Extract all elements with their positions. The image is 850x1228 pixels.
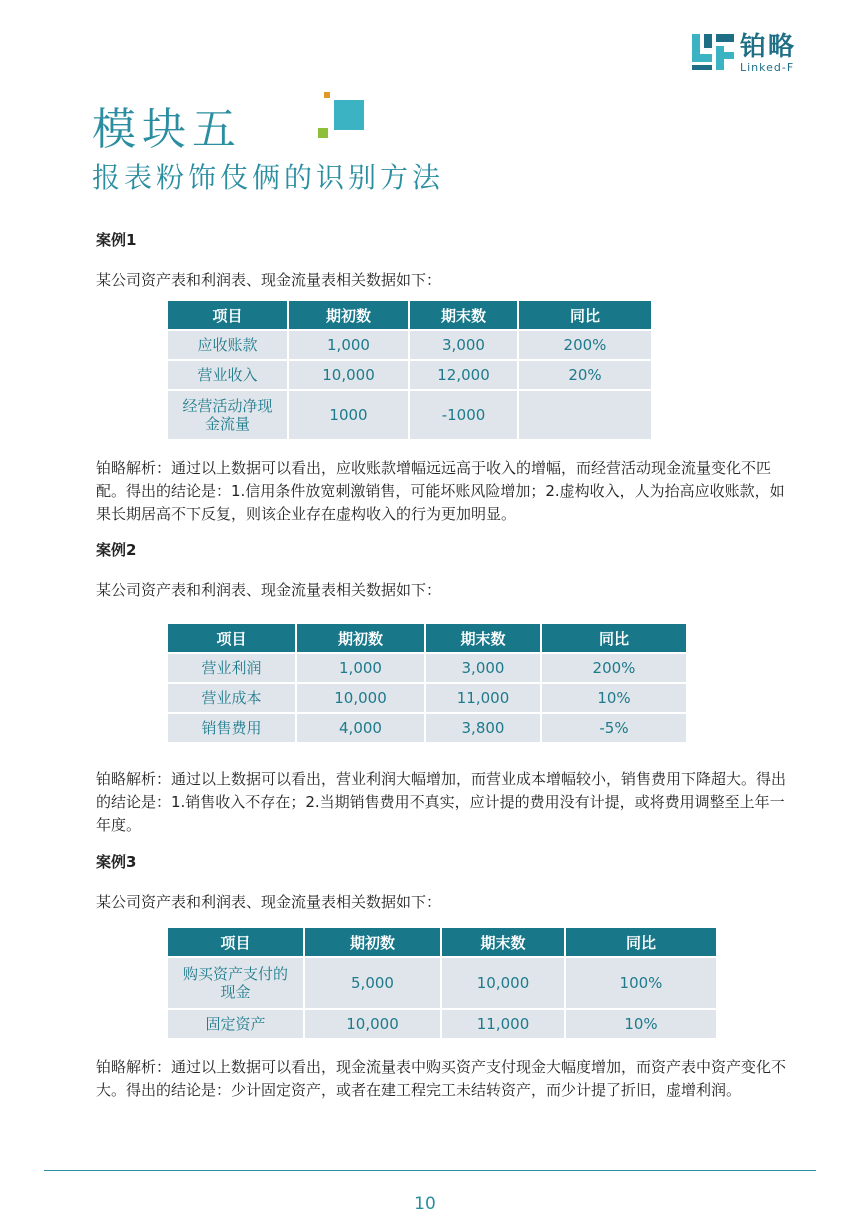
- column-header: 项目: [168, 928, 303, 956]
- table-cell: 应收账款: [168, 331, 287, 359]
- case-heading: 案例3: [96, 853, 137, 871]
- table-cell: 1,000: [289, 331, 408, 359]
- table-cell: 营业利润: [168, 654, 295, 682]
- table-cell: 3,000: [426, 654, 540, 682]
- table-cell: -5%: [542, 714, 686, 742]
- table-cell: 1000: [289, 391, 408, 439]
- analysis-paragraph: 铂略解析：通过以上数据可以看出，应收账款增幅远远高于收入的增幅，而经营活动现金流量变化不匹配。得出的结论是：1.信用条件放宽刺激销售，可能坏账风险增加；2.虚构收入，人为抬高应收账款，如果长期居高不下反复，则该企业存在虚构收入的行为更加明显。: [96, 459, 785, 523]
- case-intro: 某公司资产表和利润表、现金流量表相关数据如下：: [96, 271, 442, 289]
- column-header: 项目: [168, 301, 287, 329]
- logo-text-en: Linked-F: [740, 61, 795, 74]
- table-cell: 销售费用: [168, 714, 295, 742]
- table-cell: 10,000: [442, 958, 564, 1008]
- decorative-square-large: [334, 100, 364, 130]
- column-header: 期末数: [442, 928, 564, 956]
- column-header: 期初数: [289, 301, 408, 329]
- decorative-square-small: [324, 92, 330, 98]
- table-cell: -1000: [410, 391, 517, 439]
- page-number: 10: [414, 1194, 436, 1214]
- data-table: [166, 926, 718, 1040]
- table-cell: 3,800: [426, 714, 540, 742]
- table-cell: 10,000: [297, 684, 424, 712]
- table-cell: 固定资产: [168, 1010, 303, 1038]
- table-cell: 5,000: [305, 958, 440, 1008]
- table-cell: 经营活动净现金流量: [168, 391, 287, 439]
- column-header: 期初数: [297, 624, 424, 652]
- column-header: 项目: [168, 624, 295, 652]
- column-header: 期初数: [305, 928, 440, 956]
- decorative-square-green: [318, 128, 328, 138]
- table-header-row: [168, 301, 651, 329]
- table-row: [168, 958, 716, 1008]
- case-heading: 案例1: [96, 231, 137, 249]
- table-cell: 购买资产支付的现金: [168, 958, 303, 1008]
- data-table: [166, 299, 653, 441]
- logo-text-cn: 铂略: [740, 32, 797, 62]
- column-header: 同比: [566, 928, 716, 956]
- table-cell: 10%: [542, 684, 686, 712]
- table-cell: 1,000: [297, 654, 424, 682]
- table-cell: [519, 391, 651, 439]
- table-cell: 3,000: [410, 331, 517, 359]
- analysis-paragraph: 铂略解析：通过以上数据可以看出，营业利润大幅增加，而营业成本增幅较小，销售费用下降超大。得出的结论是：1.销售收入不存在；2.当期销售费用不真实，应计提的费用没有计提，或将费用调整至上年一年度。: [96, 770, 787, 834]
- table-header-row: [168, 928, 716, 956]
- column-header: 同比: [542, 624, 686, 652]
- analysis-paragraph: 铂略解析：通过以上数据可以看出，现金流量表中购买资产支付现金大幅度增加，而资产表中资产变化不大。得出的结论是：少计固定资产，或者在建工程完工未结转资产，而少计提了折旧，虚增利润。: [96, 1058, 787, 1099]
- table-cell: 4,000: [297, 714, 424, 742]
- column-header: 同比: [519, 301, 651, 329]
- data-table: [166, 622, 688, 744]
- footer-divider: [44, 1170, 816, 1171]
- table-row: [168, 331, 651, 359]
- table-cell: 200%: [519, 331, 651, 359]
- table-row: [168, 684, 686, 712]
- table-cell: 10%: [566, 1010, 716, 1038]
- case-intro: 某公司资产表和利润表、现金流量表相关数据如下：: [96, 893, 442, 911]
- column-header: 期末数: [410, 301, 517, 329]
- table-row: [168, 714, 686, 742]
- table-cell: 11,000: [426, 684, 540, 712]
- table-cell: 10,000: [305, 1010, 440, 1038]
- table-row: [168, 654, 686, 682]
- table-cell: 20%: [519, 361, 651, 389]
- table-cell: 11,000: [442, 1010, 564, 1038]
- column-header: 期末数: [426, 624, 540, 652]
- table-cell: 200%: [542, 654, 686, 682]
- table-row: [168, 361, 651, 389]
- table-header-row: [168, 624, 686, 652]
- table-cell: 营业成本: [168, 684, 295, 712]
- table-cell: 12,000: [410, 361, 517, 389]
- company-logo: [692, 32, 812, 76]
- table-cell: 100%: [566, 958, 716, 1008]
- case-heading: 案例2: [96, 541, 137, 559]
- module-title: 模块五: [92, 104, 242, 155]
- table-cell: 营业收入: [168, 361, 287, 389]
- table-row: [168, 391, 651, 439]
- module-subtitle: 报表粉饰伎俩的识别方法: [92, 161, 445, 194]
- logo-mark-icon: [692, 32, 736, 72]
- case-intro: 某公司资产表和利润表、现金流量表相关数据如下：: [96, 581, 442, 599]
- table-row: [168, 1010, 716, 1038]
- table-cell: 10,000: [289, 361, 408, 389]
